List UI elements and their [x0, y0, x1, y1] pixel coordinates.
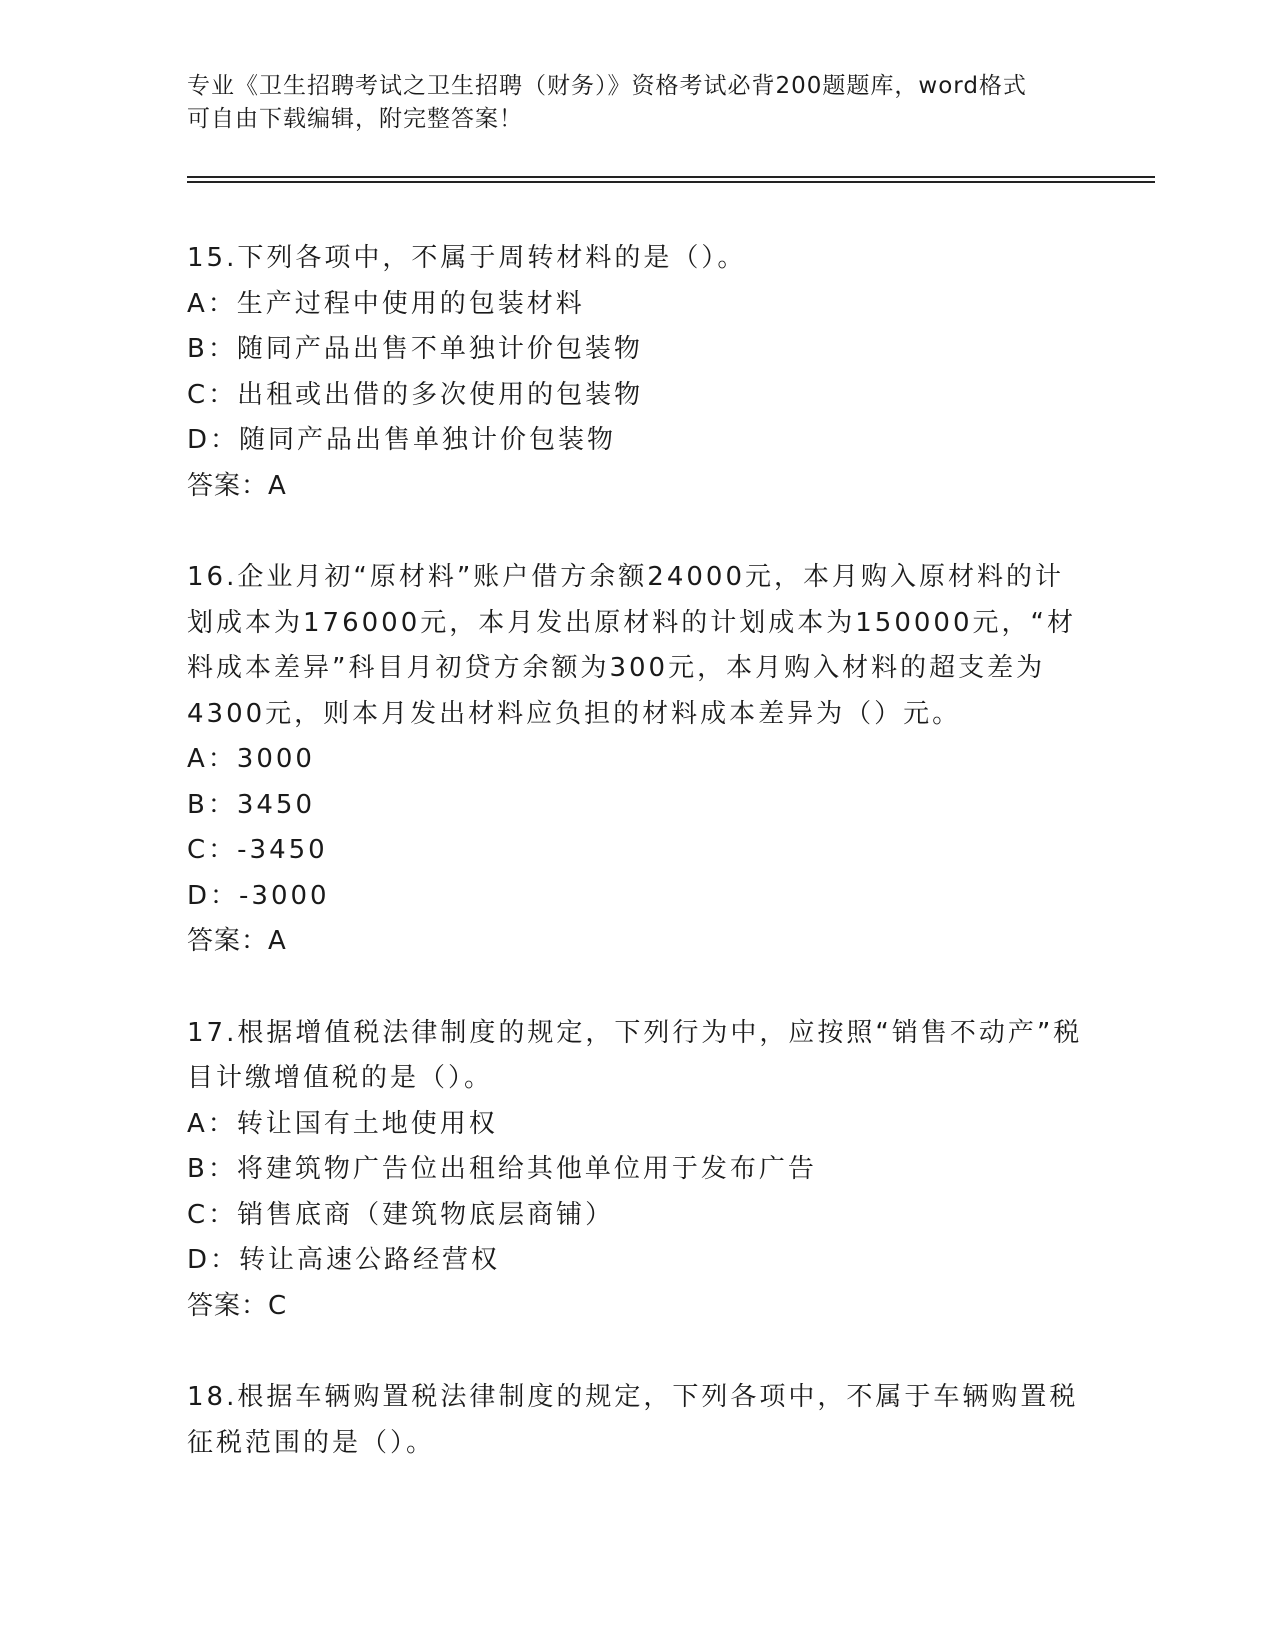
- option-b: B：3450: [187, 789, 316, 820]
- divider-line: [187, 176, 1155, 178]
- option-a: A：3000: [187, 744, 315, 774]
- answer-label: 答案：: [187, 470, 269, 501]
- option-a: A：转让国有土地使用权: [187, 1108, 498, 1139]
- option-c: C：-3450: [187, 835, 328, 865]
- option-c: C：出租或出借的多次使用的包装物: [187, 379, 644, 410]
- header-line-1: 专业《卫生招聘考试之卫生招聘（财务）》资格考试必背200题题库，word格式: [187, 73, 1027, 99]
- answer-line: [187, 464, 1087, 510]
- question-15: [187, 236, 1087, 509]
- divider-line: [187, 181, 1155, 183]
- question-stem: 18.根据车辆购置税法律制度的规定，下列各项中，不属于车辆购置税征税范围的是（）。: [187, 1382, 1079, 1458]
- question-stem: 16.企业月初“原材料”账户借方余额24000元，本月购入原材料的计划成本为176000元，本月发出原材料的计划成本为150000元，“材料成本差异”科目月初贷方余额为300元，本月购入材料的超支差为4300元，则本月发出材料应负担的材料成本差异为（）元。: [187, 562, 1076, 729]
- answer-line: [187, 919, 1087, 965]
- answer-label: 答案：: [187, 926, 269, 956]
- answer-value: A: [268, 470, 289, 501]
- answer-label: 答案：: [187, 1290, 269, 1321]
- answer-value: A: [268, 926, 289, 956]
- question-18: [187, 1375, 1087, 1466]
- option-b: B：将建筑物广告位出租给其他单位用于发布广告: [187, 1154, 817, 1184]
- answer-value: C: [268, 1290, 290, 1321]
- header-line-2: 可自由下载编辑，附完整答案！: [187, 106, 523, 132]
- question-16: [187, 555, 1087, 965]
- answer-line: [187, 1284, 1087, 1330]
- option-c: C：销售底商（建筑物底层商铺）: [187, 1199, 615, 1230]
- option-a: A：生产过程中使用的包装材料: [187, 288, 585, 319]
- question-stem: 17.根据增值税法律制度的规定，下列行为中，应按照“销售不动产”税目计缴增值税的是（）。: [187, 1017, 1083, 1093]
- option-d: D：随同产品出售单独计价包装物: [187, 425, 617, 455]
- option-d: D：-3000: [187, 880, 330, 911]
- header-divider: [187, 176, 1155, 183]
- question-stem: 15.下列各项中，不属于周转材料的是（）。: [187, 243, 747, 273]
- option-d: D：转让高速公路经营权: [187, 1245, 501, 1275]
- question-list: [187, 236, 1087, 1512]
- document-header: [187, 70, 1087, 136]
- option-b: B：随同产品出售不单独计价包装物: [187, 334, 643, 364]
- question-17: [187, 1011, 1087, 1330]
